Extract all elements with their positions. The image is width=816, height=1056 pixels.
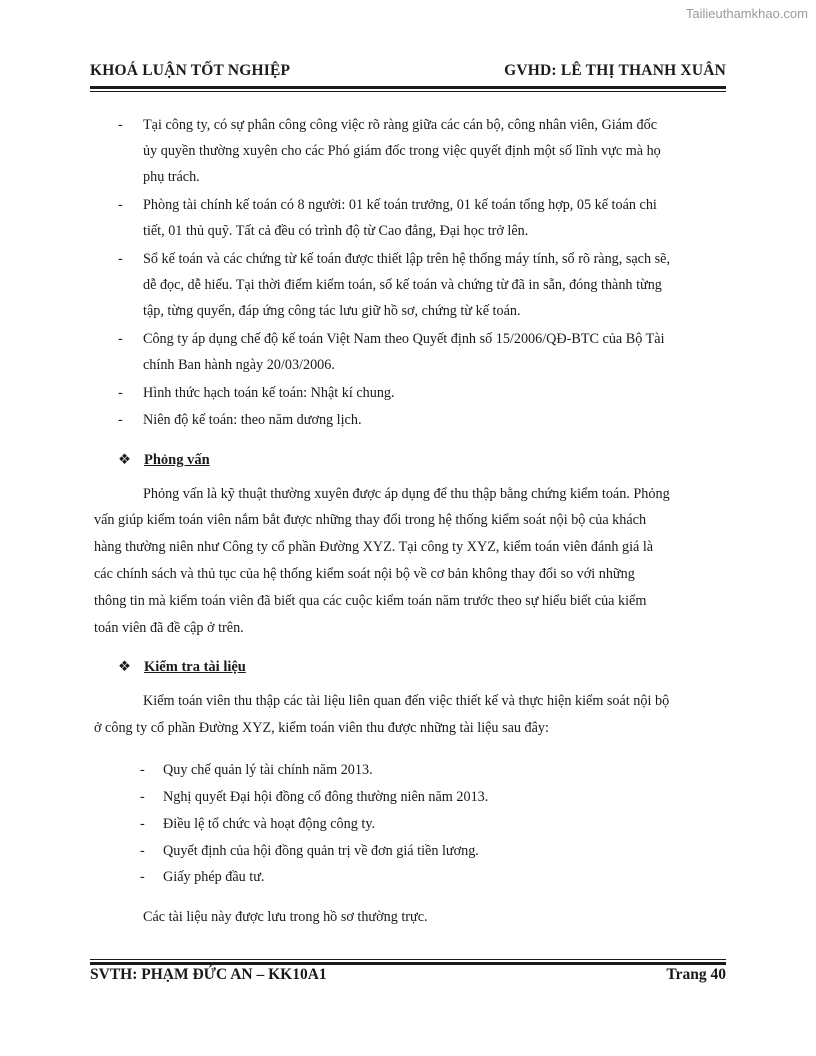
footer-student: SVTH: PHẠM ĐỨC AN – KK10A1	[90, 966, 327, 983]
text-line: ủy quyền thường xuyên cho các Phó giám đốc trong việc quyết định một số lĩnh vực mà họ	[143, 143, 661, 159]
bullet-dash: -	[118, 331, 123, 347]
text-line: tập, từng quyển, đáp ứng công tác lưu giữ hồ sơ, chứng từ kế toán.	[143, 303, 521, 319]
list-item-text: Giấy phép đầu tư.	[163, 869, 265, 885]
text-line: hàng thường niên như Công ty cổ phần Đường XYZ. Tại công ty XYZ, kiểm toán viên đánh giá là	[94, 539, 654, 555]
bullet-dash: -	[140, 816, 145, 832]
text-line: Sổ kế toán và các chứng từ kế toán được thiết lập trên hệ thống máy tính, sổ rõ ràng, sạch sẽ,	[143, 251, 670, 267]
bullet-dash: -	[140, 869, 145, 885]
text-line: dễ đọc, dễ hiểu. Tại thời điểm kiểm toán, sổ kế toán và chứng từ đã in sẵn, đóng thành từng	[143, 277, 662, 293]
bullet-dash: -	[140, 789, 145, 805]
bullet-dash: -	[140, 843, 145, 859]
text-line: tiết, 01 thủ quỹ. Tất cả đều có trình độ từ Cao đẳng, Đại học trở lên.	[143, 223, 529, 239]
diamond-bullet-icon: ❖	[118, 659, 131, 675]
footer-rule-thick	[90, 962, 726, 965]
text-line: Công ty áp dụng chế độ kế toán Việt Nam theo Quyết định số 15/2006/QĐ-BTC của Bộ Tài	[143, 331, 665, 347]
text-line: các chính sách và thủ tục của hệ thống kiểm soát nội bộ về cơ bản không thay đổi so với những	[94, 566, 635, 582]
list-item-text: Điều lệ tổ chức và hoạt động công ty.	[163, 816, 376, 832]
section-heading-interview	[118, 452, 210, 469]
diamond-bullet-icon: ❖	[118, 452, 131, 468]
text-line: ở công ty cổ phần Đường XYZ, kiểm toán viên thu được những tài liệu sau đây:	[94, 720, 549, 736]
header-thesis-title: KHOÁ LUẬN TỐT NGHIỆP	[90, 62, 291, 79]
footer-rule-thin	[90, 959, 726, 960]
header-rule-thin	[90, 91, 726, 92]
text-line: Niên độ kế toán: theo năm dương lịch.	[143, 412, 362, 428]
text-line: phụ trách.	[143, 169, 200, 185]
bullet-dash: -	[118, 197, 123, 213]
bullet-dash: -	[118, 251, 123, 267]
bullet-dash: -	[118, 412, 123, 428]
text-line: Phòng tài chính kế toán có 8 người: 01 kế toán trưởng, 01 kế toán tổng hợp, 05 kế toán chi	[143, 197, 657, 213]
section-title: Phỏng vấn	[144, 452, 210, 468]
bullet-dash: -	[118, 385, 123, 401]
text-line: Kiểm toán viên thu thập các tài liệu liên quan đến việc thiết kế và thực hiện kiểm soát nội bộ	[143, 693, 670, 709]
list-item-text: Quy chế quản lý tài chính năm 2013.	[163, 762, 373, 778]
header-rule-thick	[90, 86, 726, 89]
bullet-dash: -	[118, 117, 123, 133]
list-item-text: Nghị quyết Đại hội đồng cổ đông thường niên năm 2013.	[163, 789, 489, 805]
text-line: vấn giúp kiểm toán viên nắm bắt được những thay đổi trong hệ thống kiểm soát nội bộ của khách	[94, 512, 647, 528]
text-line: toán viên đã đề cập ở trên.	[94, 620, 244, 636]
text-line: chính Ban hành ngày 20/03/2006.	[143, 357, 335, 373]
watermark: Tailieuthamkhao.com	[685, 6, 808, 21]
header-advisor: GVHD: LÊ THỊ THANH XUÂN	[504, 62, 726, 79]
closing-note: Các tài liệu này được lưu trong hồ sơ thường trực.	[143, 909, 428, 925]
section-heading-document-review	[118, 659, 246, 676]
list-item-text: Quyết định của hội đồng quản trị về đơn giá tiền lương.	[163, 843, 479, 859]
page-number: Trang 40	[666, 966, 726, 983]
section-title: Kiểm tra tài liệu	[144, 659, 246, 675]
bullet-dash: -	[140, 762, 145, 778]
text-line: thông tin mà kiểm toán viên đã biết qua các cuộc kiểm toán năm trước theo sự hiểu biết của kiểm	[94, 593, 647, 609]
text-line: Hình thức hạch toán kế toán: Nhật kí chung.	[143, 385, 395, 401]
text-line: Tại công ty, có sự phân công công việc rõ ràng giữa các cán bộ, công nhân viên, Giám đốc	[143, 117, 657, 133]
text-line: Phỏng vấn là kỹ thuật thường xuyên được áp dụng để thu thập bằng chứng kiểm toán. Phỏng	[143, 486, 670, 502]
